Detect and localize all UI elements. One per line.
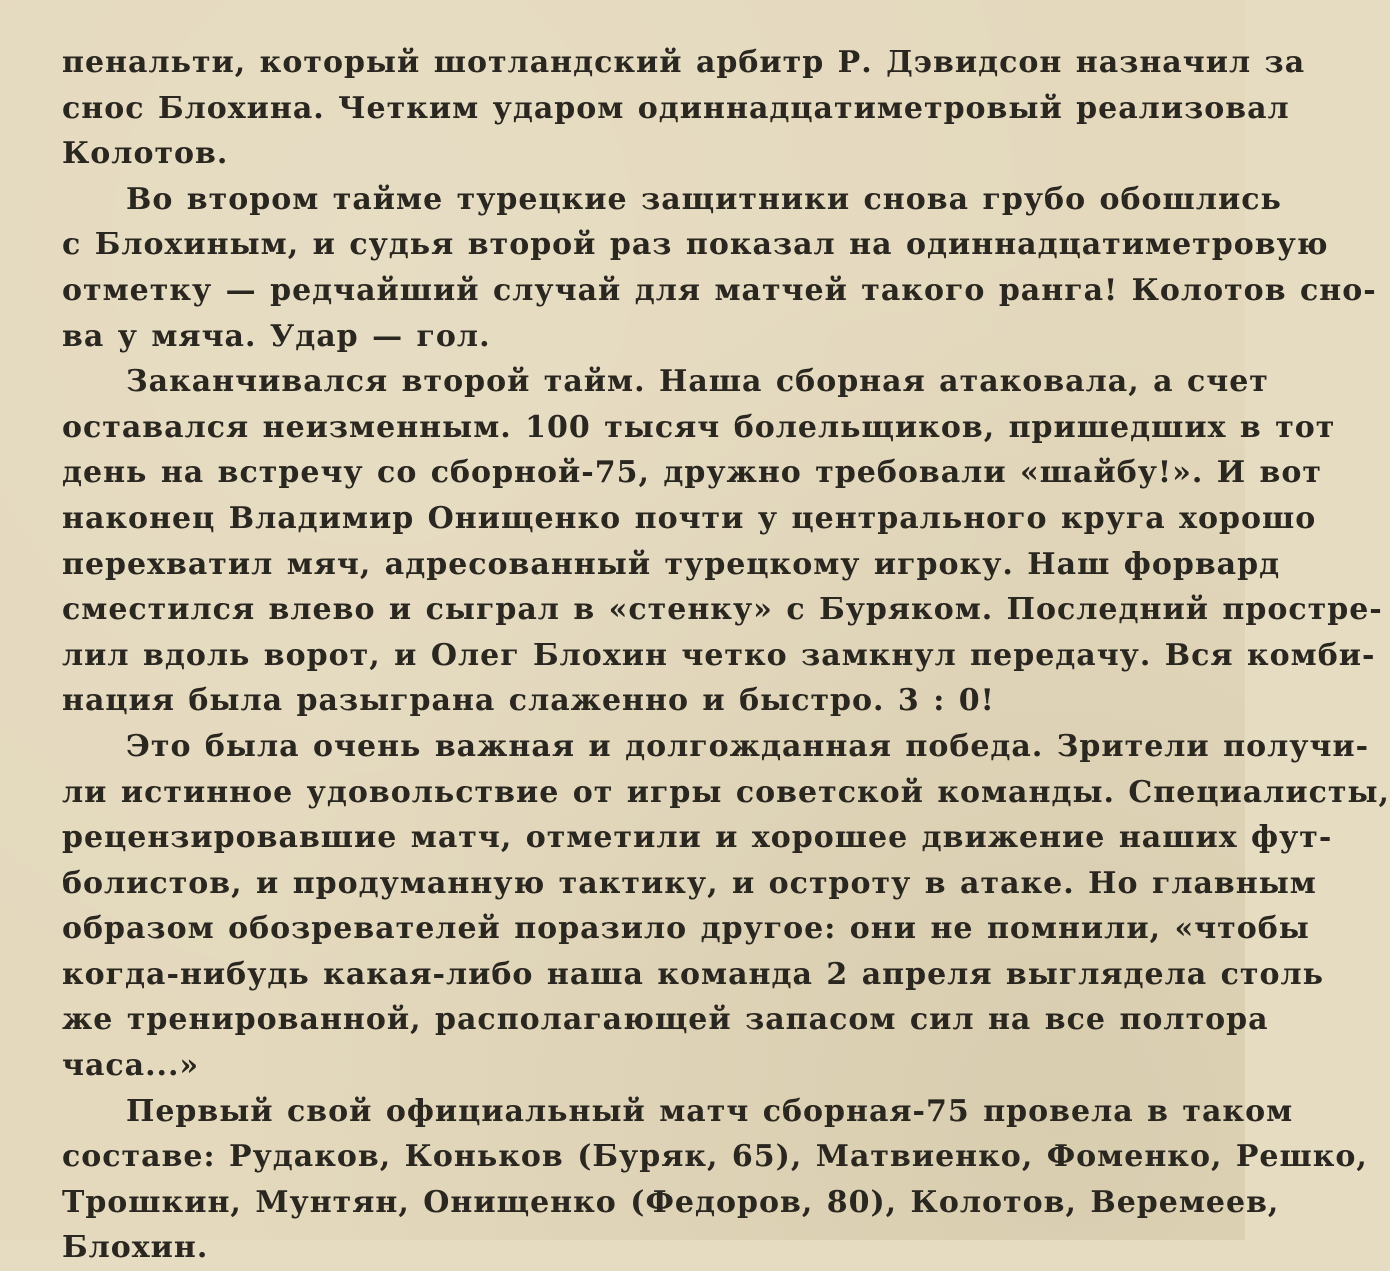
text-line: Во втором тайме турецкие защитники снова грубо обошлись (126, 181, 1282, 217)
text-line: нация была разыграна слаженно и быстро. 3 : 0! (62, 683, 995, 719)
paragraph-4 (62, 724, 1390, 1089)
text-line: болистов, и продуманную тактику, и остроту в атаке. Но главным (62, 865, 1317, 901)
text-line: пенальти, который шотландский арбитр Р. Дэвидсон назначил за (62, 45, 1306, 80)
text-line: с Блохиным, и судья второй раз показал на одиннадцатиметровую (62, 227, 1329, 263)
paragraph-2 (62, 177, 1377, 359)
text-line: составе: Рудаков, Коньков (Буряк, 65), Матвиенко, Фоменко, Решко, (62, 1139, 1368, 1175)
text-line: образом обозревателей поразило другое: они не помнили, «чтобы (62, 911, 1310, 947)
text-line: наконец Владимир Онищенко почти у центрального круга хорошо (62, 500, 1317, 536)
text-line: снос Блохина. Четким ударом одиннадцатиметровый реализовал (62, 90, 1290, 126)
paragraph-5 (62, 1089, 1368, 1271)
text-line: часа...» (62, 1048, 200, 1084)
text-line: лил вдоль ворот, и Олег Блохин четко замкнул передачу. Вся комби- (62, 637, 1376, 673)
text-line: рецензировавшие матч, отметили и хорошее движение наших фут- (62, 820, 1333, 856)
text-line: сместился влево и сыграл в «стенку» с Буряком. Последний простре- (62, 592, 1383, 628)
text-line: Трошкин, Мунтян, Онищенко (Федоров, 80), Колотов, Веремеев, (62, 1184, 1280, 1220)
paragraph-3 (62, 359, 1383, 724)
text-line: Колотов. (62, 136, 229, 172)
text-line: Первый свой официальный матч сборная-75 провела в таком (126, 1093, 1294, 1129)
paragraph-1 (62, 40, 1306, 177)
text-line: день на встречу со сборной-75, дружно требовали «шайбу!». И вот (62, 455, 1322, 491)
text-line: Это была очень важная и долгожданная победа. Зрители получи- (126, 728, 1370, 764)
text-line: перехватил мяч, адресованный турецкому игроку. Наш форвард (62, 546, 1281, 582)
text-line: оставался неизменным. 100 тысяч болельщиков, пришедших в тот (62, 409, 1336, 445)
text-line: когда-нибудь какая-либо наша команда 2 апреля выглядела столь (62, 956, 1325, 992)
text-line: Блохин. (62, 1230, 209, 1266)
text-line: же тренированной, располагающей запасом сил на все полтора (62, 1002, 1269, 1038)
text-line: ва у мяча. Удар — гол. (62, 318, 491, 354)
text-line: отметку — редчайший случай для матчей такого ранга! Колотов сно- (62, 272, 1377, 308)
text-line: Заканчивался второй тайм. Наша сборная атаковала, а счет (126, 364, 1269, 400)
text-line: ли истинное удовольствие от игры советской команды. Специалисты, (62, 774, 1390, 810)
